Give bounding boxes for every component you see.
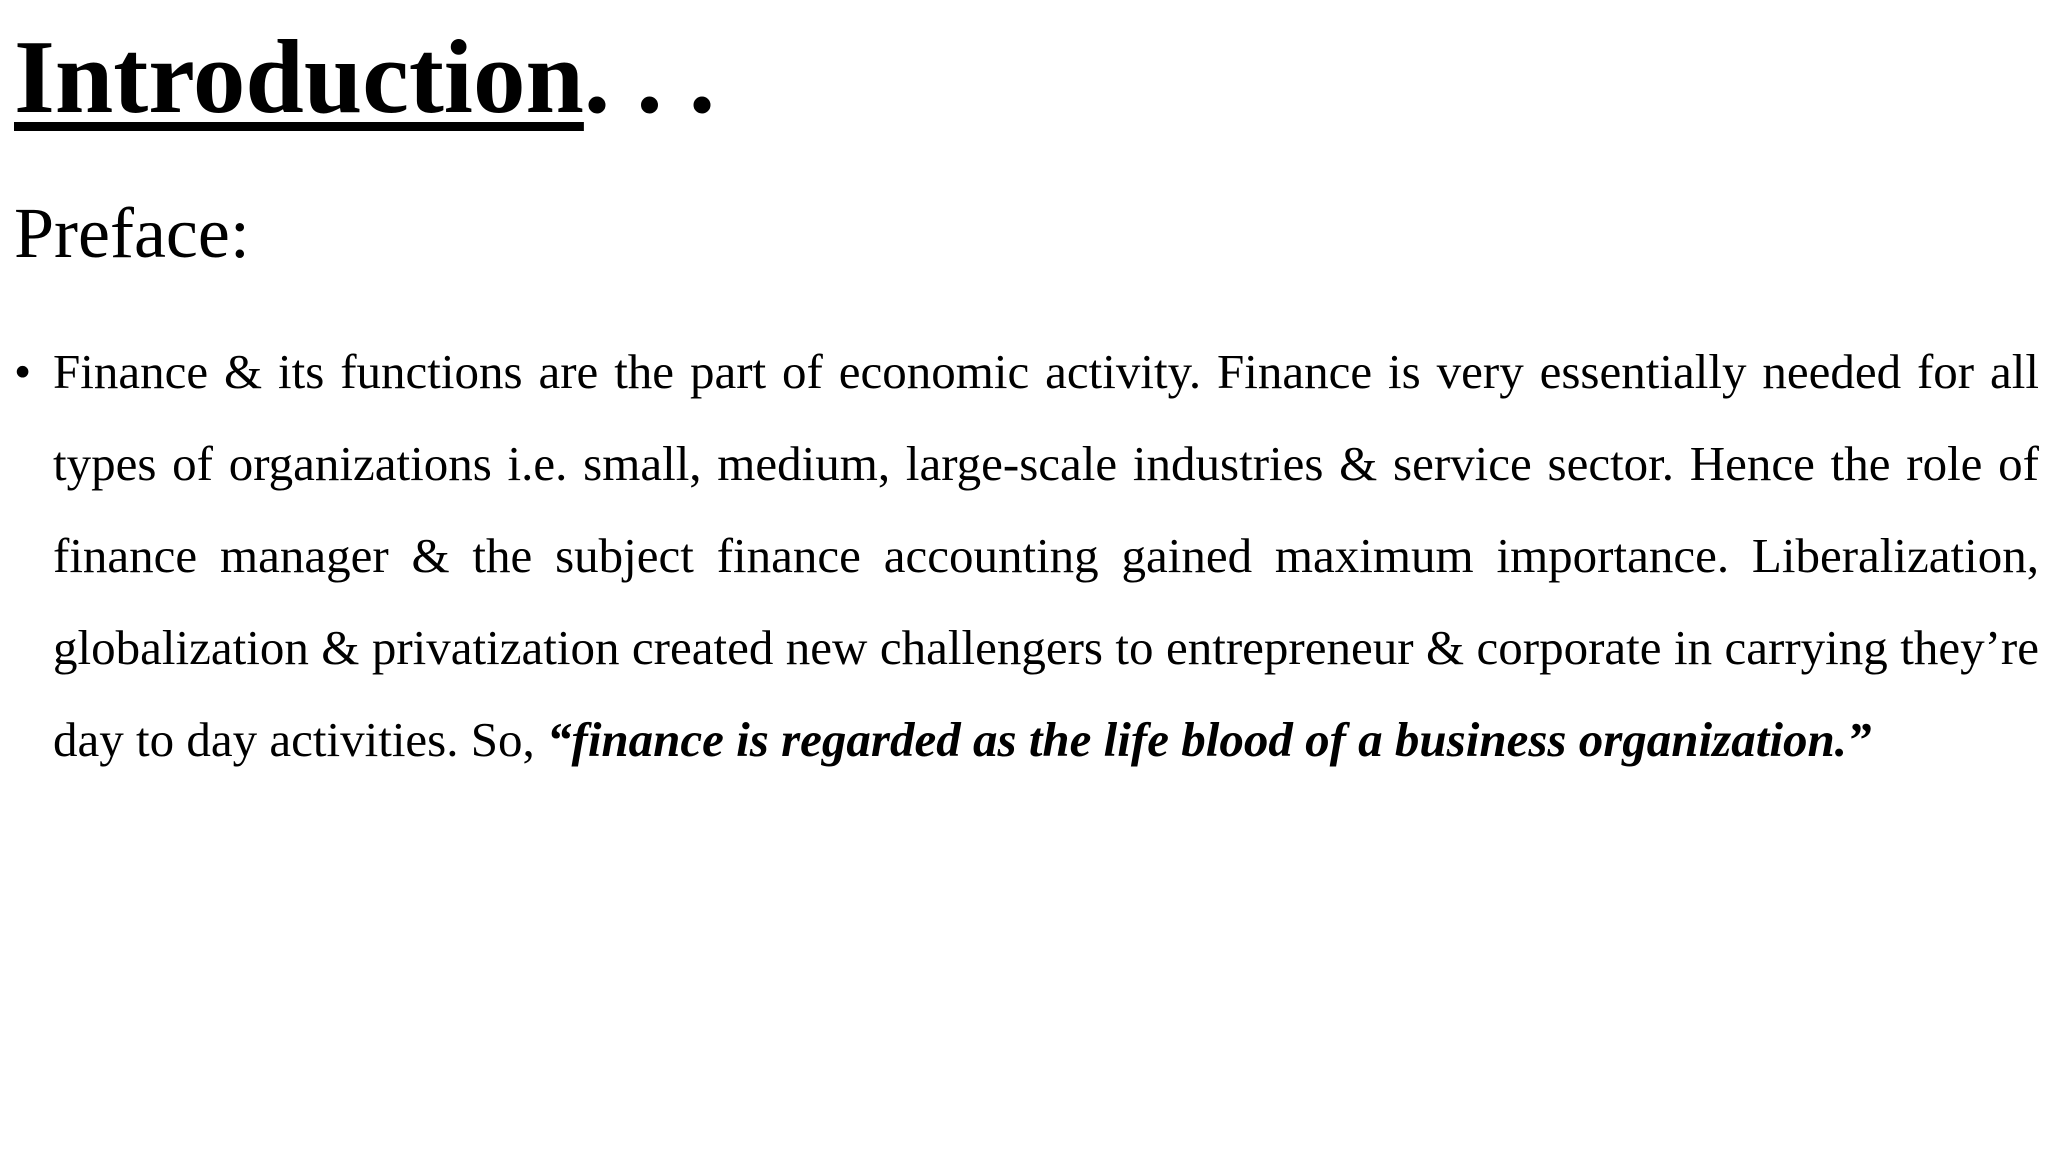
- bullet-item: [14, 326, 2039, 786]
- paragraph-emphasis-quote: “finance is regarded as the life blood of a business organization.”: [547, 712, 1872, 767]
- paragraph-text: Finance & its functions are the part of economic activity. Finance is very essentially needed for all types of organizations i.e. small, medium, large-scale industries & service sector. Hence the role of finance manager & the subject finance accounting gained maximum importance. Liberalization, globalization & privatization created new challengers to entrepreneur & corporate in carrying they’re day to day activities. So,: [53, 344, 2039, 767]
- bullet-marker: •: [14, 344, 32, 399]
- bullet-list: [14, 326, 2039, 786]
- slide-title-ellipsis: . . .: [583, 18, 716, 135]
- slide-title-word: Introduction: [14, 18, 584, 135]
- slide-title: [14, 14, 715, 140]
- slide-subtitle: Preface:: [14, 193, 250, 273]
